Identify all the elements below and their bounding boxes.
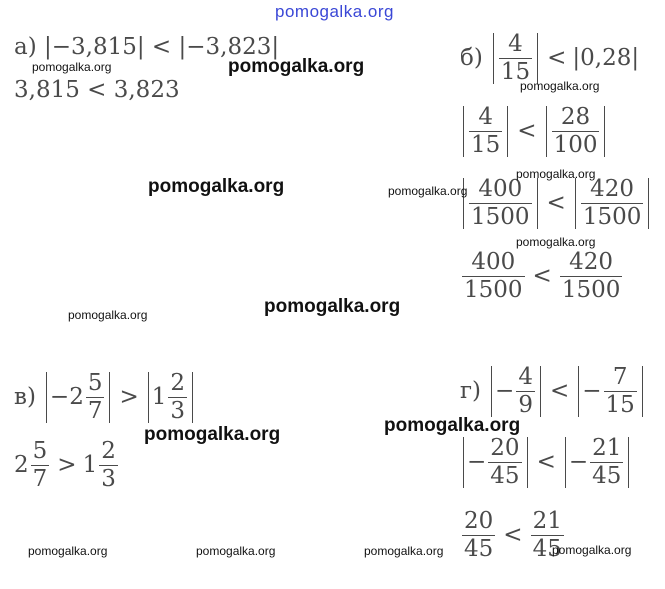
part-g-step3: $\frac{20}{45}$ < $\frac{21}{45}$: [464, 508, 562, 562]
part-b-step3: $\frac{400}{1500}$ < $\frac{420}{1500}$: [460, 178, 652, 229]
fraction: $\frac{28}{100}$: [553, 104, 598, 158]
watermark: pomogalka.org: [516, 167, 596, 181]
part-a-line2: 3,815 < 3,823: [14, 77, 180, 103]
fraction: $\frac{5}{7}$: [32, 438, 48, 492]
watermark-top: pomogalka.org: [275, 2, 394, 21]
part-g-label: г): [460, 378, 482, 404]
fraction: $\frac{2}{3}$: [170, 370, 186, 424]
part-b-step2: $\frac{4}{15}$ < $\frac{28}{100}$: [460, 106, 608, 157]
fraction: $\frac{4}{9}$: [518, 364, 533, 418]
fraction: $\frac{20}{45}$: [464, 508, 494, 562]
watermark: pomogalka.org: [144, 424, 281, 445]
part-g-step2: − $\frac{20}{45}$ < − $\frac{21}{45}$: [460, 437, 632, 488]
watermark: pomogalka.org: [68, 308, 148, 322]
watermark: pomogalka.org: [520, 79, 600, 93]
watermark: pomogalka.org: [148, 176, 285, 197]
part-v-step2: 2 $\frac{5}{7}$ > 1 $\frac{2}{3}$: [14, 438, 116, 492]
watermark: pomogalka.org: [552, 543, 632, 557]
fraction: $\frac{400}{1500}$: [471, 176, 530, 230]
watermark: pomogalka.org: [228, 56, 365, 77]
fraction: $\frac{21}{45}$: [592, 435, 622, 489]
fraction: $\frac{400}{1500}$: [464, 249, 523, 303]
fraction: $\frac{420}{1500}$: [561, 249, 621, 303]
watermark: pomogalka.org: [388, 184, 468, 198]
fraction: $\frac{7}{15}$: [605, 364, 635, 418]
watermark: pomogalka.org: [32, 60, 112, 74]
fraction: $\frac{4}{15}$: [471, 104, 501, 158]
watermark: pomogalka.org: [196, 544, 276, 558]
fraction: $\frac{420}{1500}$: [582, 176, 642, 230]
watermark: pomogalka.org: [364, 544, 444, 558]
watermark: pomogalka.org: [264, 296, 401, 317]
watermark: pomogalka.org: [516, 235, 596, 249]
part-b-step1: б) $\frac{4}{15}$ < |0,28|: [460, 31, 640, 85]
fraction: $\frac{5}{7}$: [87, 370, 103, 424]
part-a-inequality: |−3,815| < |−3,823|: [44, 34, 280, 60]
part-b-label: б): [460, 45, 483, 71]
watermark: pomogalka.org: [28, 544, 108, 558]
fraction: $\frac{20}{45}$: [490, 435, 520, 489]
part-g-step1: г) − $\frac{4}{9}$ < − $\frac{7}{15}$: [460, 366, 646, 417]
part-v-step1: в) − 2 $\frac{5}{7}$ > 1 $\frac{2}{3}$: [14, 372, 196, 423]
part-v-label: в): [14, 384, 36, 410]
watermark: pomogalka.org: [384, 415, 521, 436]
part-b-step4: $\frac{400}{1500}$ < $\frac{420}{1500}$: [464, 249, 621, 303]
part-a-label: а): [14, 34, 37, 60]
fraction: $\frac{21}{45}$: [532, 508, 562, 562]
fraction: $\frac{4}{15}$: [500, 31, 531, 85]
fraction: $\frac{2}{3}$: [101, 438, 116, 492]
